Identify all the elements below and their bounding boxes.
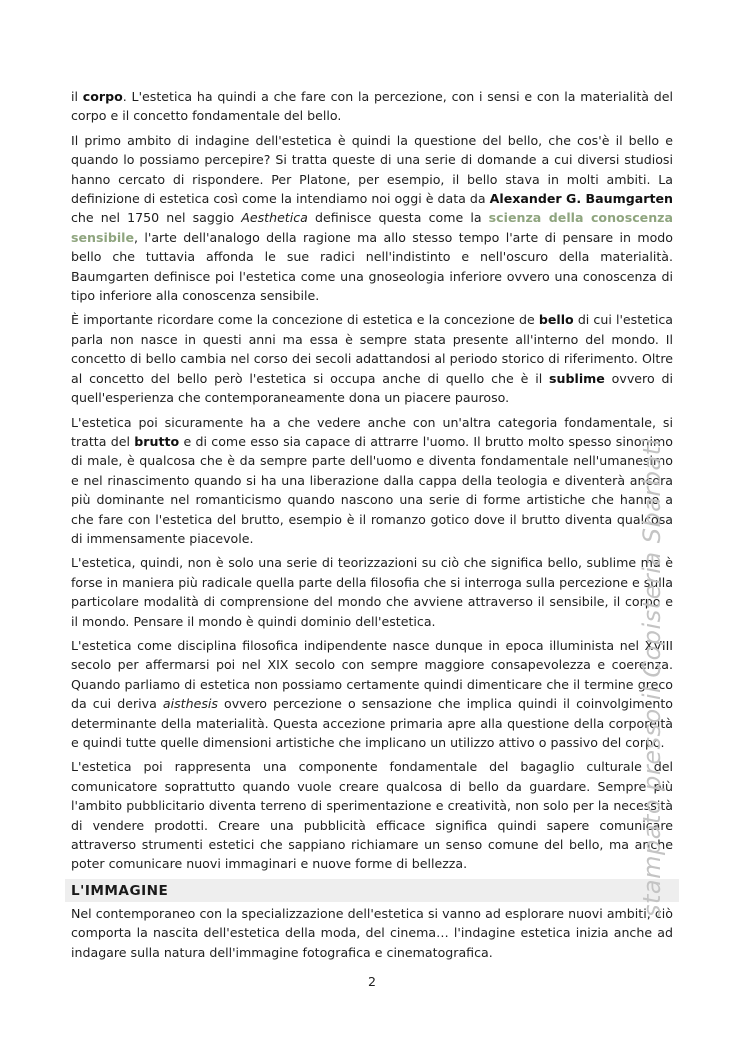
text-run: Il primo ambito di indagine dell'estetica è quindi la questione del bello, che cos'è il bello e quando lo possiamo percepire? Si tratta queste di una serie di domande a cui diversi studiosi hanno cercato di rispondere. Per Platone, per esempio, il bello stava in molti ambiti. La definizione di estetica così come la intendiamo noi oggi è data da [71, 132, 673, 207]
paragraph [71, 904, 673, 962]
highlighted-term: sublime [549, 370, 605, 386]
text-run: . L'estetica ha quindi a che fare con la percezione, con i sensi e con la materialità del corpo e il concetto fondamentale del bello. [71, 89, 673, 124]
text-run: L'estetica poi rappresenta una componente fondamentale del bagaglio culturale del comunicatore soprattutto quando vuole creare qualcosa di bello da guardare. Sempre più l'ambito pubblicitario diventa terreno di sperimentazione e creatività, non solo per la necessità di vendere prodotti. Creare una pubblicità efficace significa quindi sapere comunicare attraverso strumenti estetici che sappiano richiamare un senso comune del bello, ma anche poter comunicare nuovi immaginari e nuove forme di bellezza. [71, 759, 673, 872]
text-run: L'estetica poi sicuramente ha a che vedere anche con un'altra categoria fondamentale, si tratta del [71, 414, 673, 449]
paragraph-group-section [71, 904, 673, 962]
text-run: che nel 1750 nel saggio [71, 210, 242, 226]
paragraph [71, 636, 673, 752]
document-body [71, 87, 673, 967]
text-run: L'estetica come disciplina filosofica indipendente nasce dunque in epoca illuminista nel XVIII secolo per affermarsi poi nel XIX secolo con sempre maggiore consapevolezza e coerenza. Quando parliamo di estetica non possiamo certamente quindi dimenticare che il termine greco da cui deriva [71, 637, 673, 712]
text-run: e di come esso sia capace di attrarre l'uomo. Il brutto molto spesso sinonimo di male, è qualcosa che è da sempre parte dell'uomo e diventa fondamentale nell'umanesimo e nel rinascimento quando si ha una liberazione dalla cappa della teologia e diventerà ancora più dominante nel romanticismo quando nascono una serie di forme artistiche che hanno a che fare con l'estetica del brutto, esempio è il romanzo gotico dove il brutto diventa qualcosa di immensamente piacevole. [71, 433, 673, 546]
watermark-text: stampato presso il Copisteria Sbarbati [638, 438, 666, 917]
paragraph [71, 413, 673, 549]
text-run: il [71, 89, 83, 104]
paragraph [71, 553, 673, 631]
text-run: ovvero percezione o sensazione che implica quindi il coinvolgimento determinante della materialità. Questa accezione primaria apre alla questione della corporeità e quindi tutte quelle dimensioni artistiche che implicano un utilizzo attivo o passivo del corpo. [71, 696, 673, 750]
paragraph [71, 87, 673, 126]
text-run: di cui l'estetica parla non nasce in questi anni ma essa è sempre stata presente all'interno del mondo. Il concetto di bello cambia nel corso dei secoli adattandosi al periodo storico di riferimento. Oltre al concetto del bello però l'estetica si occupa anche di quello che è il [71, 312, 673, 386]
text-run: È importante ricordare come la concezione di estetica e la concezione de [71, 312, 539, 328]
highlighted-term: brutto [134, 433, 180, 449]
page-number: 2 [367, 974, 376, 989]
highlighted-term: Alexander G. Baumgarten [489, 191, 673, 207]
section-heading: L'IMMAGINE [65, 879, 679, 902]
highlighted-term: bello [538, 312, 574, 328]
paragraph [71, 757, 673, 873]
text-run: L'estetica, quindi, non è solo una serie di teorizzazioni su ciò che significa bello, sublime ma è forse in maniera più radicale quella parte della filosofia che si interroga sulla percezione e sulla particolare modalità di comprensione del mondo che avviene attraverso il sensibile, il corpo e il mondo. Pensare il mondo è quindi dominio dell'estetica. [71, 555, 673, 629]
highlighted-term: corpo [82, 89, 123, 104]
text-run: ovvero di quell'esperienza che contemporaneamente dona un piacere pauroso. [71, 370, 673, 406]
highlighted-definition: scienza della conoscenza sensibile [71, 210, 673, 245]
italic-term: Aesthetica [241, 210, 308, 226]
italic-term: aisthesis [162, 696, 218, 712]
text-run: , l'arte dell'analogo della ragione ma allo stesso tempo l'arte di pensare in modo bello che tuttavia affonda le sue radici nell'indistinto e nell'oscuro della materialità. Baumgarten definisce poi l'estetica come una gnoseologia inferiore ovvero una conoscenza di tipo inferiore alla conoscenza sensibile. [71, 229, 673, 304]
paragraph [71, 310, 673, 407]
paragraph [71, 131, 673, 306]
text-run: Nel contemporaneo con la specializzazione dell'estetica si vanno ad esplorare nuovi ambiti, ciò comporta la nascita dell'estetica della moda, del cinema… l'indagine estetica inizia anche ad indagare sulla natura dell'immagine fotografica e cinematografica. [71, 905, 673, 960]
paragraph-group-main [71, 87, 673, 874]
text-run: definisce questa come la [307, 210, 489, 226]
